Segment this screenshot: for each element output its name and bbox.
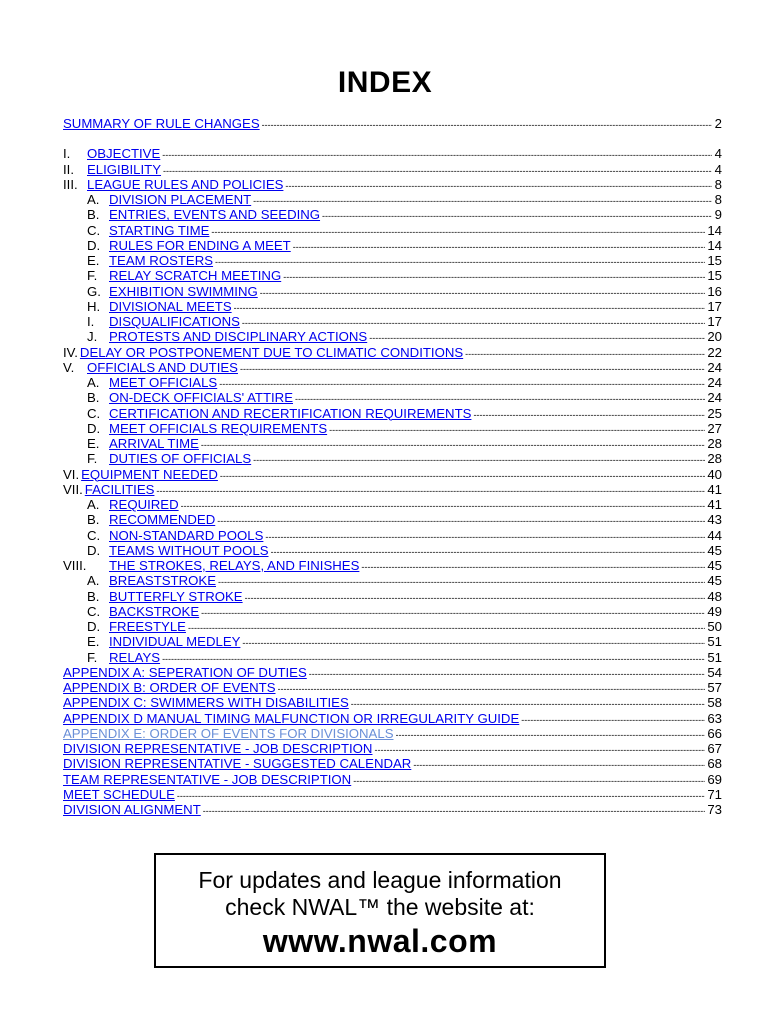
- toc-row: [63, 436, 722, 451]
- toc-numbering: A.: [87, 497, 100, 512]
- dot-leader: [253, 453, 705, 468]
- toc-link[interactable]: MEET SCHEDULE: [63, 786, 175, 802]
- page-number: 45: [707, 558, 722, 573]
- dot-leader: [473, 408, 705, 423]
- page-number: 43: [707, 512, 722, 528]
- page-number: 28: [707, 436, 722, 451]
- toc-row: [63, 787, 722, 802]
- page-number: 14: [707, 237, 722, 253]
- toc-numbering: G.: [87, 283, 101, 299]
- page-number: 71: [707, 786, 722, 802]
- page-number: 41: [707, 497, 722, 512]
- toc-link[interactable]: MEET OFFICIALS REQUIREMENTS: [109, 420, 328, 436]
- page-number: 68: [707, 756, 722, 772]
- dot-leader: [203, 804, 706, 819]
- page-number: 24: [707, 359, 722, 375]
- toc-link[interactable]: ELIGIBILITY: [87, 161, 162, 177]
- toc-numbering: B.: [87, 207, 100, 223]
- toc-link[interactable]: EQUIPMENT NEEDED: [81, 466, 218, 482]
- dot-leader: [396, 728, 706, 743]
- dot-leader: [242, 636, 705, 651]
- toc-row: [63, 589, 722, 604]
- toc-link[interactable]: PROTESTS AND DISCIPLINARY ACTIONS: [109, 329, 368, 345]
- page-number: 17: [707, 298, 722, 314]
- toc-link[interactable]: OFFICIALS AND DUTIES: [87, 359, 238, 375]
- info-box: [154, 853, 606, 968]
- toc-link[interactable]: TEAM ROSTERS: [109, 253, 214, 268]
- toc-numbering: A.: [87, 375, 100, 390]
- dot-leader: [217, 514, 705, 529]
- toc-numbering: II.: [63, 161, 74, 177]
- page-number: 14: [707, 222, 722, 238]
- toc-numbering: J.: [87, 329, 98, 345]
- page-number: 17: [707, 314, 722, 329]
- page-number: 50: [707, 619, 722, 634]
- dot-leader: [188, 621, 705, 636]
- page-number: 69: [707, 771, 722, 787]
- toc-link[interactable]: BUTTERFLY STROKE: [109, 588, 243, 604]
- toc-link[interactable]: DIVISIONAL MEETS: [109, 298, 232, 314]
- toc-link[interactable]: APPENDIX C: SWIMMERS WITH DISABILITIES: [63, 695, 349, 711]
- toc-link[interactable]: DIVISION REPRESENTATIVE - SUGGESTED CALENDAR: [63, 756, 412, 772]
- toc-row: [63, 726, 722, 741]
- page-number: 58: [707, 695, 722, 711]
- toc-row: [63, 665, 722, 680]
- toc-row: [63, 695, 722, 710]
- toc-numbering: D.: [87, 619, 101, 634]
- toc-numbering: A.: [87, 192, 100, 207]
- toc-row: [63, 741, 722, 756]
- dot-leader: [521, 713, 705, 728]
- toc-link[interactable]: RULES FOR ENDING A MEET: [109, 237, 291, 253]
- dot-leader: [177, 789, 705, 804]
- page-number: 20: [707, 329, 722, 345]
- dot-leader: [285, 179, 712, 194]
- toc-row: [63, 711, 722, 726]
- dot-leader: [361, 560, 705, 575]
- toc-row: [63, 756, 722, 771]
- toc-row: [63, 543, 722, 558]
- toc-numbering: III.: [63, 176, 78, 192]
- page-number: 51: [707, 649, 722, 665]
- toc-link[interactable]: LEAGUE RULES AND POLICIES: [87, 176, 284, 192]
- page-number: 15: [707, 268, 722, 284]
- toc-numbering: C.: [87, 405, 101, 421]
- dot-leader: [234, 301, 706, 316]
- toc-row: [63, 482, 722, 497]
- page-number: 9: [714, 207, 722, 223]
- toc-row: [63, 619, 722, 634]
- toc-numbering: I.: [87, 314, 95, 329]
- toc-numbering: E.: [87, 253, 100, 268]
- toc-row: [63, 406, 722, 421]
- info-line-1: For updates and league information: [198, 867, 562, 893]
- toc-link[interactable]: RECOMMENDED: [109, 512, 216, 528]
- toc-row: [63, 253, 722, 268]
- dot-leader: [309, 667, 706, 682]
- toc-link[interactable]: STARTING TIME: [109, 222, 210, 238]
- toc-numbering: F.: [87, 268, 98, 284]
- dot-leader: [201, 438, 705, 453]
- toc-numbering: VIII.: [63, 558, 87, 573]
- toc-numbering: VII.: [63, 481, 83, 497]
- toc-numbering: I.: [63, 146, 71, 162]
- toc-link[interactable]: EXHIBITION SWIMMING: [109, 283, 258, 299]
- page-number: 40: [707, 466, 722, 482]
- page-number: 28: [707, 451, 722, 467]
- page-number: 4: [714, 161, 722, 177]
- page-number: 51: [707, 634, 722, 650]
- toc-row: [63, 802, 722, 817]
- dot-leader: [162, 148, 712, 163]
- page-number: 45: [707, 542, 722, 558]
- page-title: INDEX: [337, 66, 433, 99]
- toc-row: [63, 360, 722, 375]
- toc-link[interactable]: BREASTSTROKE: [109, 573, 216, 589]
- dot-leader: [283, 270, 705, 285]
- toc-row: [63, 390, 722, 405]
- page-number: 2: [714, 116, 722, 131]
- toc-row: [63, 528, 722, 543]
- toc-numbering: IV.: [63, 344, 78, 360]
- dot-leader: [181, 499, 706, 514]
- toc-row: [63, 451, 722, 466]
- toc-row: [63, 345, 722, 360]
- toc-row: [63, 650, 722, 665]
- toc-row: [63, 375, 722, 390]
- toc-row: [63, 268, 722, 283]
- dot-leader: [265, 530, 705, 545]
- page-number: 57: [707, 680, 722, 695]
- toc-row: [63, 604, 722, 619]
- toc-row: [63, 573, 722, 588]
- table-of-contents: [63, 116, 722, 817]
- toc-numbering: VI.: [63, 466, 80, 482]
- dot-leader: [413, 758, 705, 773]
- dot-leader: [240, 362, 705, 377]
- page-number: 63: [707, 710, 722, 726]
- toc-link[interactable]: SUMMARY OF RULE CHANGES: [63, 116, 260, 131]
- toc-link[interactable]: DISQUALIFICATIONS: [109, 314, 240, 329]
- toc-row: [63, 467, 722, 482]
- toc-row: [63, 421, 722, 436]
- toc-link[interactable]: FACILITIES: [84, 481, 155, 497]
- dot-leader: [465, 347, 705, 362]
- dot-leader: [374, 743, 705, 758]
- toc-row: [63, 116, 722, 131]
- toc-numbering: B.: [87, 512, 100, 528]
- page-number: 44: [707, 527, 722, 543]
- page-number: 41: [707, 481, 722, 497]
- toc-numbering: F.: [87, 649, 98, 665]
- toc-numbering: H.: [87, 298, 101, 314]
- toc-link[interactable]: BACKSTROKE: [109, 603, 200, 619]
- toc-link[interactable]: NON-STANDARD POOLS: [109, 527, 264, 543]
- toc-row: [63, 634, 722, 649]
- toc-link[interactable]: DELAY OR POSTPONEMENT DUE TO CLIMATIC CONDITIONS: [79, 344, 464, 360]
- toc-row: [63, 146, 722, 161]
- toc-link[interactable]: APPENDIX D MANUAL TIMING MALFUNCTION OR IRREGULARITY GUIDE: [63, 710, 520, 726]
- page-number: 22: [707, 344, 722, 360]
- dot-leader: [260, 286, 706, 301]
- page-number: 48: [707, 588, 722, 604]
- toc-link[interactable]: DIVISION ALIGNMENT: [63, 802, 201, 817]
- website-url[interactable]: www.nwal.com: [262, 923, 498, 959]
- toc-link[interactable]: DIVISION REPRESENTATIVE - JOB DESCRIPTION: [63, 741, 373, 756]
- dot-leader: [329, 423, 705, 438]
- page-number: 45: [707, 573, 722, 589]
- toc-row: [63, 314, 722, 329]
- toc-link[interactable]: RELAY SCRATCH MEETING: [109, 268, 282, 284]
- toc-link[interactable]: DIVISION PLACEMENT: [109, 192, 252, 207]
- info-line-2: check NWAL™ the website at:: [225, 894, 535, 920]
- toc-row: [63, 329, 722, 344]
- toc-numbering: B.: [87, 588, 100, 604]
- page-number: 66: [707, 725, 722, 741]
- toc-numbering: C.: [87, 603, 101, 619]
- toc-row: [63, 299, 722, 314]
- toc-link[interactable]: APPENDIX B: ORDER OF EVENTS: [63, 680, 276, 695]
- toc-numbering: E.: [87, 436, 100, 451]
- toc-link[interactable]: ENTRIES, EVENTS AND SEEDING: [109, 207, 321, 223]
- toc-link[interactable]: DUTIES OF OFFICIALS: [109, 451, 252, 467]
- toc-link[interactable]: THE STROKES, RELAYS, AND FINISHES: [109, 558, 360, 573]
- toc-numbering: V.: [63, 359, 75, 375]
- page-number: 25: [707, 405, 722, 421]
- toc-link[interactable]: CERTIFICATION AND RECERTIFICATION REQUIREMENTS: [109, 405, 472, 421]
- dot-leader: [353, 774, 705, 789]
- page-number: 73: [707, 802, 722, 817]
- toc-link[interactable]: FREESTYLE: [109, 619, 186, 634]
- page-number: 49: [707, 603, 722, 619]
- toc-link[interactable]: MEET OFFICIALS: [109, 375, 218, 390]
- dot-leader: [156, 484, 705, 499]
- toc-numbering: F.: [87, 451, 98, 467]
- toc-numbering: D.: [87, 237, 101, 253]
- toc-row: [63, 772, 722, 787]
- page-number: 67: [707, 741, 722, 756]
- toc-numbering: B.: [87, 390, 100, 406]
- toc-link[interactable]: OBJECTIVE: [87, 146, 161, 162]
- toc-link[interactable]: TEAMS WITHOUT POOLS: [109, 542, 269, 558]
- toc-row: [63, 284, 722, 299]
- dot-leader: [218, 575, 705, 590]
- toc-row: [63, 497, 722, 512]
- page-number: 24: [707, 390, 722, 406]
- page-number: 4: [714, 146, 722, 162]
- dot-leader: [201, 606, 705, 621]
- toc-numbering: C.: [87, 222, 101, 238]
- toc-row: [63, 223, 722, 238]
- dot-leader: [293, 240, 706, 255]
- toc-row: [63, 680, 722, 695]
- toc-row: [63, 558, 722, 573]
- toc-row: [63, 192, 722, 207]
- toc-numbering: A.: [87, 573, 100, 589]
- dot-leader: [322, 209, 712, 224]
- page-number: 27: [707, 420, 722, 436]
- toc-row: [63, 512, 722, 527]
- toc-link[interactable]: APPENDIX E: ORDER OF EVENTS FOR DIVISIONALS: [63, 725, 394, 741]
- toc-numbering: C.: [87, 527, 101, 543]
- page-number: 8: [714, 192, 722, 207]
- page-number: 15: [707, 253, 722, 268]
- toc-row: [63, 162, 722, 177]
- toc-row: [63, 238, 722, 253]
- toc-row: [63, 177, 722, 192]
- toc-link[interactable]: APPENDIX A: SEPERATION OF DUTIES: [63, 664, 307, 680]
- toc-link[interactable]: INDIVIDUAL MEDLEY: [109, 634, 241, 650]
- dot-leader: [253, 194, 712, 209]
- toc-link[interactable]: ON-DECK OFFICIALS' ATTIRE: [109, 390, 293, 406]
- page-number: 54: [707, 664, 722, 680]
- toc-numbering: D.: [87, 542, 101, 558]
- toc-link[interactable]: REQUIRED: [109, 497, 179, 512]
- dot-leader: [245, 591, 706, 606]
- toc-numbering: E.: [87, 634, 100, 650]
- page-number: 24: [707, 375, 722, 390]
- toc-row: [63, 207, 722, 222]
- toc-link[interactable]: RELAYS: [109, 649, 161, 665]
- toc-link[interactable]: ARRIVAL TIME: [109, 436, 199, 451]
- dot-leader: [215, 255, 705, 270]
- toc-link[interactable]: TEAM REPRESENTATIVE - JOB DESCRIPTION: [63, 771, 352, 787]
- dot-leader: [262, 118, 712, 133]
- page-number: 16: [707, 283, 722, 299]
- dot-leader: [220, 469, 705, 484]
- toc-numbering: D.: [87, 420, 101, 436]
- page-number: 8: [714, 176, 722, 192]
